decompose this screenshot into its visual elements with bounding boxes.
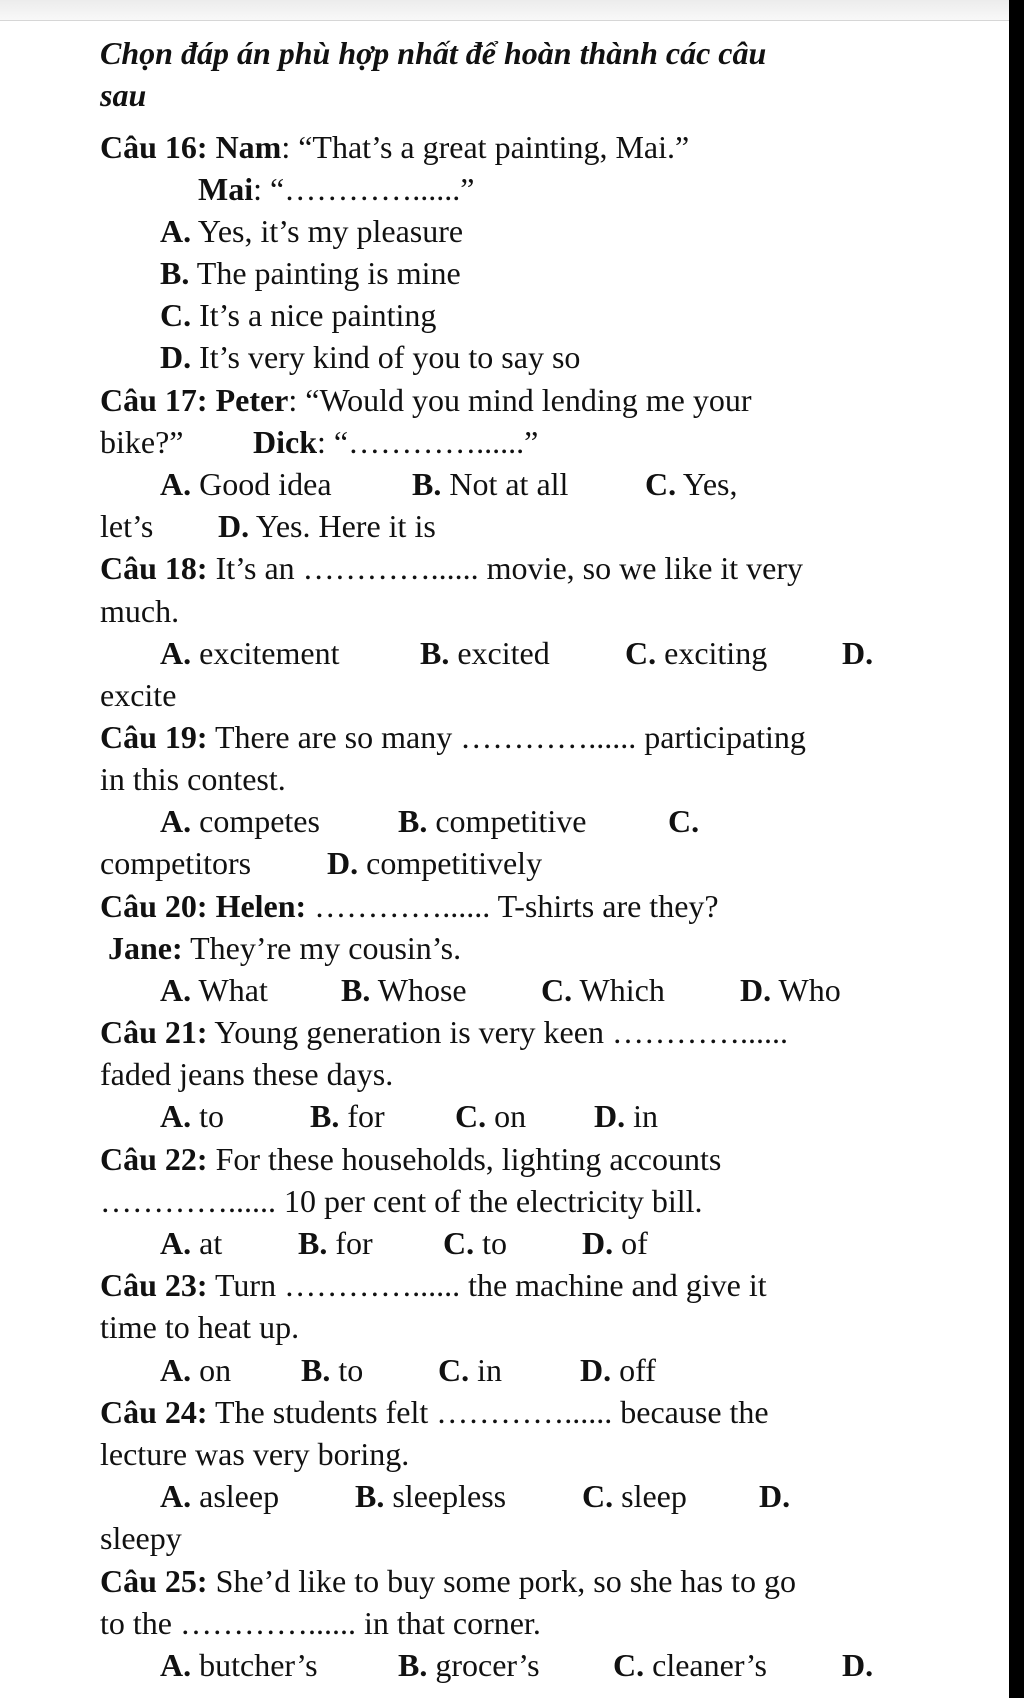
option-letter: A. — [160, 1352, 192, 1388]
option-letter: B. — [310, 1098, 340, 1134]
speaker-name: Jane: — [108, 930, 183, 966]
option-d-text — [100, 1518, 182, 1558]
option-a — [160, 1350, 231, 1390]
speaker-name: Peter — [215, 382, 289, 418]
option-c — [613, 1645, 767, 1685]
option-text: excitement — [191, 635, 340, 671]
question-22-line-2 — [100, 1181, 703, 1221]
question-21-line-2 — [100, 1054, 393, 1094]
option-text: sleep — [613, 1478, 687, 1514]
option-letter: C. — [438, 1352, 470, 1388]
option-text: Not at all — [441, 466, 569, 502]
option-text: Which — [572, 972, 665, 1008]
option-text: for — [339, 1098, 385, 1134]
option-text: to — [191, 1098, 224, 1134]
question-text: in this contest. — [100, 761, 286, 797]
question-text: : “…………......” — [317, 424, 539, 460]
question-label: Câu 23: — [100, 1267, 208, 1303]
question-text: time to heat up. — [100, 1309, 300, 1345]
option-d — [842, 1645, 873, 1685]
option-text: in — [625, 1098, 658, 1134]
option-text: competitive — [427, 803, 587, 839]
option-d — [759, 1476, 790, 1516]
option-c — [455, 1096, 526, 1136]
option-letter: B. — [301, 1352, 331, 1388]
option-letter: B. — [398, 803, 428, 839]
option-a — [160, 801, 320, 841]
question-label: Câu 22: — [100, 1141, 208, 1177]
option-a — [160, 970, 268, 1010]
option-c — [438, 1350, 502, 1390]
question-text: There are so many …………...... participating — [207, 719, 806, 755]
option-letter: D. — [759, 1478, 791, 1514]
option-text: competes — [191, 803, 320, 839]
option-c — [541, 970, 665, 1010]
question-text: …………...... 10 per cent of the electricity bill. — [100, 1183, 703, 1219]
option-b — [160, 253, 461, 293]
speaker-name: Helen: — [215, 888, 307, 924]
option-letter: C. — [645, 466, 677, 502]
option-letter: A. — [160, 972, 192, 1008]
question-label: Câu 19: — [100, 719, 208, 755]
option-text: asleep — [191, 1478, 280, 1514]
option-text: let’s — [100, 508, 154, 544]
question-24 — [100, 1392, 769, 1432]
option-letter: D. — [740, 972, 772, 1008]
option-a — [160, 1223, 222, 1263]
question-19 — [100, 717, 806, 757]
option-letter: C. — [625, 635, 657, 671]
option-letter: D. — [594, 1098, 626, 1134]
option-c-text — [100, 843, 251, 883]
option-b — [420, 633, 550, 673]
option-letter: C. — [582, 1478, 614, 1514]
option-c — [645, 464, 737, 504]
option-text: The painting is mine — [189, 255, 461, 291]
option-text: excited — [449, 635, 550, 671]
heading-line-2: sau — [100, 77, 147, 113]
option-letter: A. — [160, 1478, 192, 1514]
option-letter: A. — [160, 213, 192, 249]
question-text: bike?” — [100, 424, 184, 460]
option-d — [580, 1350, 656, 1390]
question-text: …………...... T-shirts are they? — [306, 888, 719, 924]
option-letter: D. — [582, 1225, 614, 1261]
option-text: of — [613, 1225, 648, 1261]
option-text: cleaner’s — [644, 1647, 767, 1683]
question-text: : “Would you mind lending me your — [288, 382, 752, 418]
question-18-line-2 — [100, 591, 179, 631]
speaker-name: Mai — [198, 171, 254, 207]
question-label: Câu 25: — [100, 1563, 208, 1599]
question-text: They’re my cousin’s. — [182, 930, 462, 966]
option-text: to — [474, 1225, 507, 1261]
option-text: excite — [100, 677, 177, 713]
option-c — [160, 295, 436, 335]
option-letter: B. — [298, 1225, 328, 1261]
option-b — [398, 1645, 540, 1685]
option-letter: C. — [455, 1098, 487, 1134]
option-text: in — [469, 1352, 502, 1388]
option-letter: B. — [420, 635, 450, 671]
question-23 — [100, 1265, 767, 1305]
option-d — [160, 337, 580, 377]
question-25 — [100, 1561, 796, 1601]
right-edge-bar — [1009, 0, 1024, 1698]
option-a — [160, 211, 463, 251]
option-text: at — [191, 1225, 223, 1261]
question-label: Câu 20: — [100, 888, 216, 924]
question-label: Câu 18: — [100, 550, 208, 586]
speaker-name: Dick — [253, 424, 317, 460]
option-letter: D. — [842, 1647, 874, 1683]
heading-line-1: Chọn đáp án phù hợp nhất để hoàn thành các câu — [100, 35, 767, 71]
option-d-text — [100, 675, 176, 715]
option-d — [842, 633, 873, 673]
question-17 — [100, 380, 752, 420]
option-letter: A. — [160, 466, 192, 502]
option-text: Yes, — [676, 466, 738, 502]
option-d — [594, 1096, 658, 1136]
option-b — [398, 801, 586, 841]
question-24-line-2 — [100, 1434, 409, 1474]
option-c — [625, 633, 767, 673]
question-label: Câu 17: — [100, 382, 216, 418]
option-a — [160, 633, 339, 673]
option-letter: C. — [541, 972, 573, 1008]
option-c-continued — [100, 506, 153, 546]
question-17-line-2 — [100, 422, 184, 462]
option-a — [160, 1645, 318, 1685]
question-20 — [100, 886, 719, 926]
option-letter: C. — [613, 1647, 645, 1683]
option-letter: C. — [443, 1225, 475, 1261]
question-16-reply — [198, 169, 474, 209]
option-text: exciting — [656, 635, 768, 671]
option-letter: B. — [341, 972, 371, 1008]
option-c — [668, 801, 699, 841]
option-text: Who — [771, 972, 841, 1008]
option-letter: A. — [160, 1647, 192, 1683]
question-text: It’s an …………...... movie, so we like it very — [207, 550, 804, 586]
option-text: Good idea — [191, 466, 332, 502]
option-text: Whose — [370, 972, 467, 1008]
option-b — [298, 1223, 373, 1263]
question-23-line-2 — [100, 1307, 299, 1347]
option-a — [160, 1096, 224, 1136]
question-16 — [100, 127, 689, 167]
question-20-reply — [108, 928, 461, 968]
option-text: sleepless — [384, 1478, 507, 1514]
option-text: off — [611, 1352, 656, 1388]
option-a — [160, 1476, 279, 1516]
option-text: grocer’s — [427, 1647, 540, 1683]
question-text: : “That’s a great painting, Mai.” — [281, 129, 690, 165]
question-text: The students felt …………...... because the — [207, 1394, 769, 1430]
option-d — [218, 506, 436, 546]
option-text: for — [327, 1225, 373, 1261]
option-text: Yes, it’s my pleasure — [191, 213, 464, 249]
option-text: It’s very kind of you to say so — [191, 339, 581, 375]
question-label: Câu 24: — [100, 1394, 208, 1430]
question-label: Câu 21: — [100, 1014, 208, 1050]
option-text: What — [191, 972, 268, 1008]
option-letter: D. — [327, 845, 359, 881]
question-text: She’d like to buy some pork, so she has to go — [207, 1563, 796, 1599]
option-b — [301, 1350, 363, 1390]
option-letter: B. — [355, 1478, 385, 1514]
option-a — [160, 464, 332, 504]
question-text: For these households, lighting accounts — [207, 1141, 722, 1177]
question-text: Young generation is very keen …………...... — [207, 1014, 788, 1050]
question-text: faded jeans these days. — [100, 1056, 394, 1092]
option-c — [582, 1476, 687, 1516]
option-text: to — [330, 1352, 364, 1388]
option-letter: D. — [842, 635, 874, 671]
option-b — [355, 1476, 506, 1516]
question-text: to the …………...... in that corner. — [100, 1605, 541, 1641]
option-text: Yes. Here it is — [249, 508, 436, 544]
option-d — [582, 1223, 648, 1263]
question-text: much. — [100, 593, 180, 629]
option-letter: B. — [412, 466, 442, 502]
option-d — [327, 843, 542, 883]
question-19-line-2 — [100, 759, 286, 799]
option-letter: A. — [160, 635, 192, 671]
option-text: on — [191, 1352, 232, 1388]
option-letter: C. — [160, 297, 192, 333]
option-b — [341, 970, 467, 1010]
question-text: : “…………......” — [253, 171, 475, 207]
option-text: sleepy — [100, 1520, 182, 1556]
option-c — [443, 1223, 507, 1263]
question-text: Turn …………...... the machine and give it — [207, 1267, 767, 1303]
question-25-line-2 — [100, 1603, 541, 1643]
option-letter: A. — [160, 1225, 192, 1261]
top-shade — [0, 0, 1009, 21]
option-text: competitors — [100, 845, 252, 881]
question-17-reply — [253, 422, 538, 462]
option-letter: D. — [580, 1352, 612, 1388]
option-letter: D. — [218, 508, 250, 544]
option-letter: A. — [160, 1098, 192, 1134]
question-21 — [100, 1012, 788, 1052]
option-text: butcher’s — [191, 1647, 318, 1683]
option-text: It’s a nice painting — [191, 297, 437, 333]
option-text: on — [486, 1098, 527, 1134]
option-b — [310, 1096, 385, 1136]
question-18 — [100, 548, 803, 588]
question-22 — [100, 1139, 721, 1179]
speaker-name: Nam — [215, 129, 282, 165]
option-d — [740, 970, 841, 1010]
question-text: lecture was very boring. — [100, 1436, 410, 1472]
question-label: Câu 16: — [100, 129, 216, 165]
option-letter: B. — [398, 1647, 428, 1683]
option-b — [412, 464, 568, 504]
option-letter: A. — [160, 803, 192, 839]
option-text: competitively — [358, 845, 543, 881]
option-letter: C. — [668, 803, 700, 839]
option-letter: B. — [160, 255, 190, 291]
option-letter: D. — [160, 339, 192, 375]
